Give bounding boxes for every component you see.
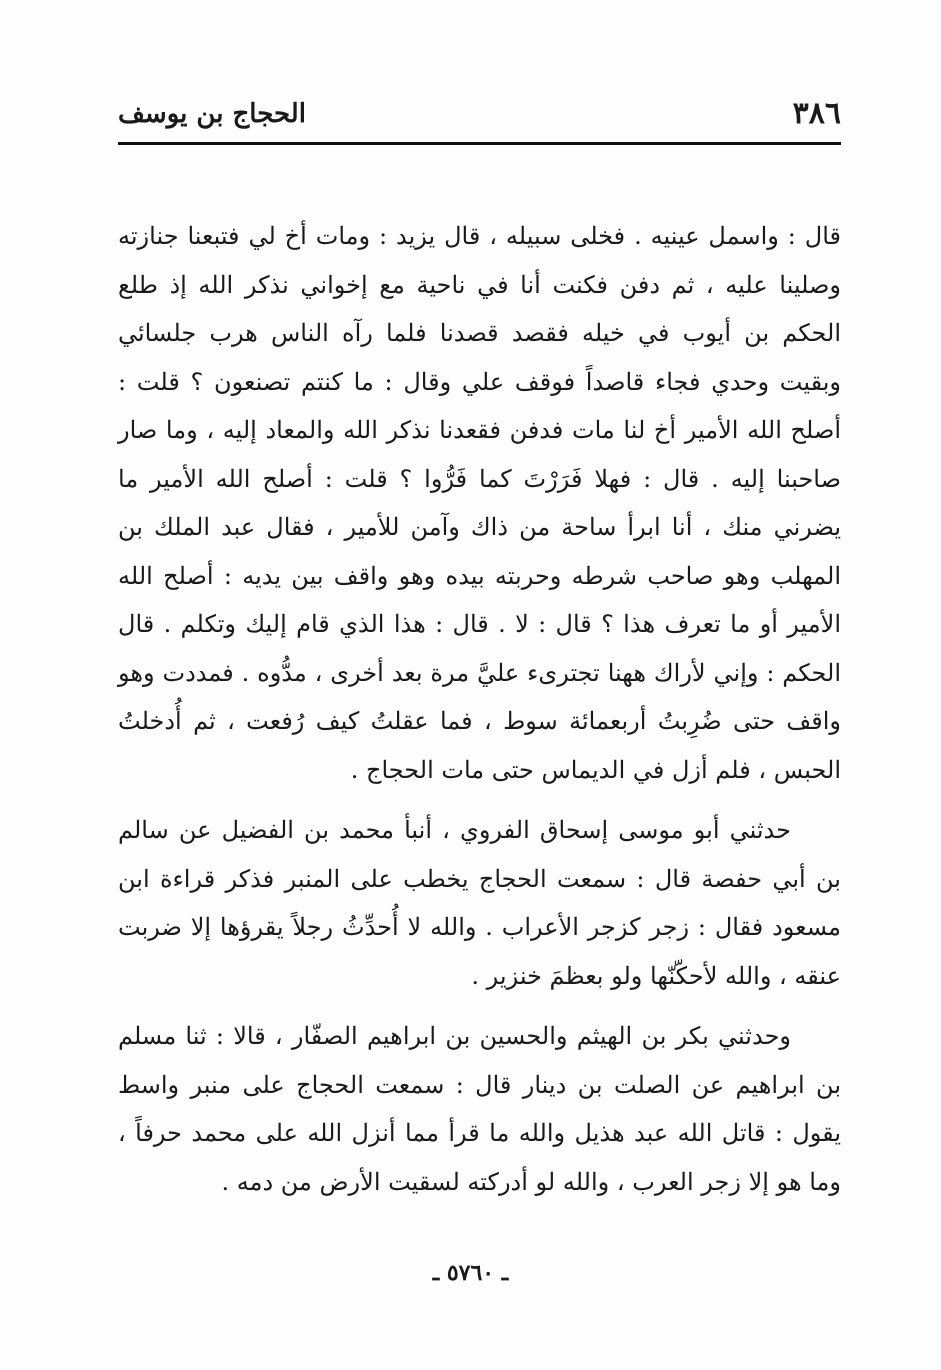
page-header <box>118 92 841 144</box>
body-text <box>118 212 841 1218</box>
header-rule <box>118 142 841 145</box>
paragraph-1: قال : واسمل عينيه . فخلى سبيله ، قال يزيد : ومات أخ لي فتبعنا جنازته وصلينا عليه ، ثم دفن فكنت أنا في ناحية مع إخواني نذكر الله إذ طلع الحكم بن أيوب في خيله فقصد قصدنا فلما رآه الناس هرب جلسائي وبقيت وحدي فجاء قاصداً فوقف علي وقال : ما كنتم تصنعون ؟ قلت : أصلح الله الأمير أخ لنا مات فدفن فقعدنا نذكر الله والمعاد إليه ، وما صار صاحبنا إليه . قال : فهلا فَرَرْتَ كما فَرُّوا ؟ قلت : أصلح الله الأمير ما يضرني منك ، أنا ابرأ ساحة من ذاك وآمن للأمير ، فقال عبد الملك بن المهلب وهو صاحب شرطه وحربته بيده وهو واقف بين يديه : أصلح الله الأمير أو ما تعرف هذا ؟ قال : لا . قال : هذا الذي قام إليك وتكلم . قال الحكم : وإني لأراك ههنا تجترىء عليَّ مرة بعد أخرى ، مدُّوه . فمددت وهو واقف حتى ضُرِبتُ أربعمائة سوط ، فما عقلتُ كيف رُفعت ، ثم أُدخلتُ الحبس ، فلم أزل في الديماس حتى مات الحجاج . <box>118 222 841 784</box>
paragraph-2: حدثني أبو موسى إسحاق الفروي ، أنبأ محمد بن الفضيل عن سالم بن أبي حفصة قال : سمعت الحجاج يخطب على المنبر فذكر قراءة ابن مسعود فقال : زجر كزجر الأعراب . والله لا أُحدِّثُ رجلاً يقرؤها إلا ضربت عنقه ، والله لأحكّنّها ولو بعظمَ خنزير . <box>118 816 841 990</box>
page-number: ٣٨٦ <box>792 96 841 131</box>
paragraph-3: وحدثني بكر بن الهيثم والحسين بن ابراهيم الصفّار ، قالا : ثنا مسلم بن ابراهيم عن الصلت بن دينار قال : سمعت الحجاج على منبر واسط يقول : قاتل الله عبد هذيل والله ما قرأ مما أنزل الله على محمد حرفاً ، وما هو إلا زجر العرب ، والله لو أدركته لسقيت الأرض من دمه . <box>118 1022 841 1196</box>
page-footer-code: ـ ٥٧٦٠ ـ <box>432 1260 509 1286</box>
running-title: الحجاج بن يوسف <box>118 99 306 129</box>
